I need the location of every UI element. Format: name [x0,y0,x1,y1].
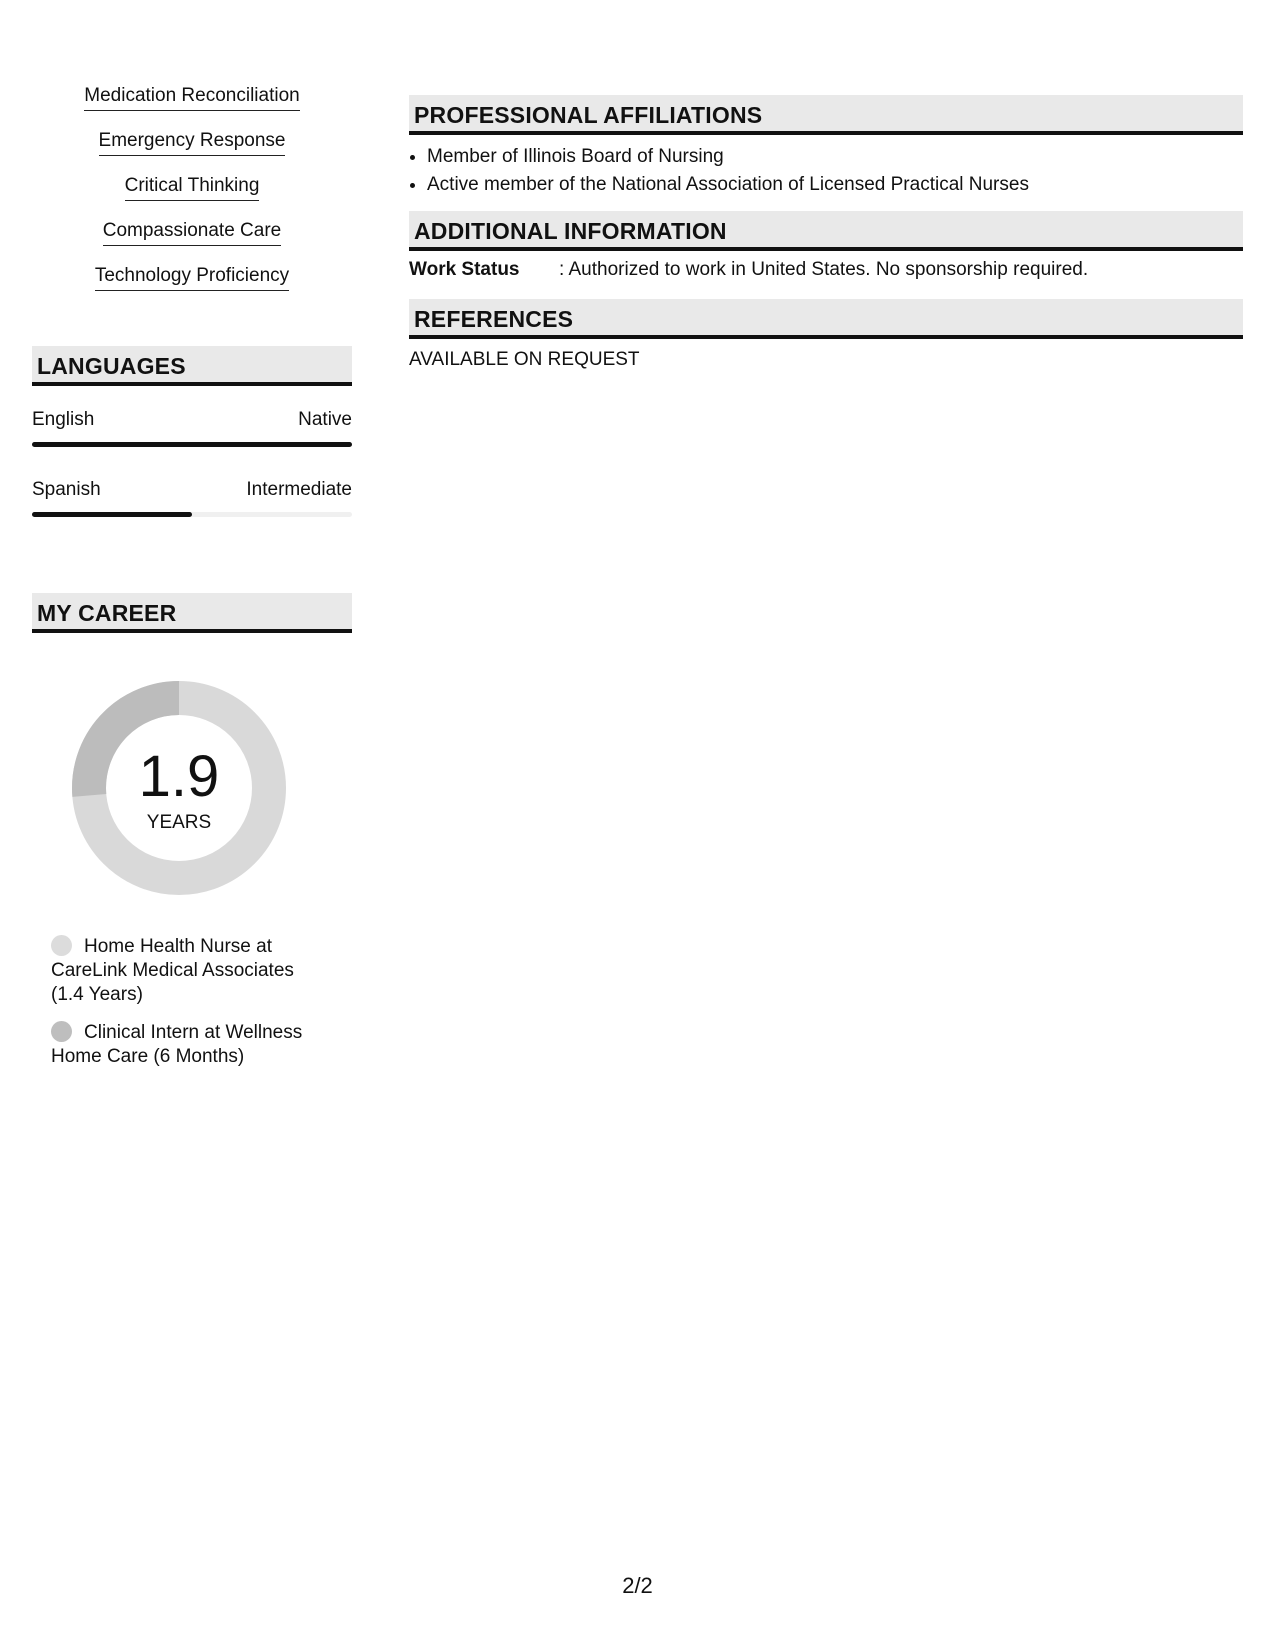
career-donut-chart [64,673,294,903]
language-name: Spanish [32,479,101,500]
page-number: 2/2 [622,1573,653,1598]
additional-info-header [409,211,1243,251]
career-legend-item [51,935,321,1007]
career-title: MY CAREER [37,600,177,626]
language-bar [32,442,352,447]
affiliation-item: • Active member of the National Association of Licensed Practical Nurses [427,171,1243,199]
affiliation-item: • Member of Illinois Board of Nursing [427,143,1243,171]
affiliations-list [409,143,1243,199]
skill-item [32,84,352,129]
skill-item [32,129,352,174]
career-total-unit: YEARS [146,812,212,833]
references-header [409,299,1243,339]
work-status-row [409,257,1243,283]
skill-item [32,264,352,309]
languages-header [32,346,352,386]
language-bar-fill [32,512,192,517]
references-title: REFERENCES [414,306,574,332]
career-legend-item [51,1021,321,1069]
career-header [32,593,352,633]
additional-info-section [409,211,1243,283]
language-level: Native [298,409,352,430]
references-text: AVAILABLE ON REQUEST [409,349,640,370]
legend-dot-icon [51,935,72,956]
skill-label: Technology Proficiency [95,264,289,291]
additional-info-title: ADDITIONAL INFORMATION [414,218,727,244]
language-row-english [32,386,352,456]
career-legend-label: Clinical Intern at Wellness Home Care (6 Months) [51,1022,303,1067]
language-bar-fill [32,442,352,447]
language-row-spanish [32,456,352,526]
career-legend [51,935,321,1069]
legend-dot-icon [51,1021,72,1042]
languages-title: LANGUAGES [37,353,186,379]
career-total-value: 1.9 [138,744,220,809]
language-level: Intermediate [246,479,352,500]
skill-label: Emergency Response [99,129,286,156]
affiliations-title: PROFESSIONAL AFFILIATIONS [414,102,763,128]
affiliations-header [409,95,1243,135]
language-name: English [32,409,95,430]
skill-label: Critical Thinking [125,174,260,201]
languages-section [32,346,352,526]
work-status-label: Work Status [409,259,520,280]
skills-list [32,84,352,309]
career-section [32,593,352,1083]
skill-item [32,174,352,219]
skill-label: Compassionate Care [103,219,281,246]
work-status-value: : Authorized to work in United States. No sponsorship required. [559,259,1089,280]
references-section [409,299,1243,373]
skill-label: Medication Reconciliation [84,84,299,111]
affiliations-section [409,95,1243,199]
career-legend-label: Home Health Nurse at CareLink Medical Associates (1.4 Years) [51,936,294,1005]
language-bar [32,512,352,517]
skill-item [32,219,352,264]
